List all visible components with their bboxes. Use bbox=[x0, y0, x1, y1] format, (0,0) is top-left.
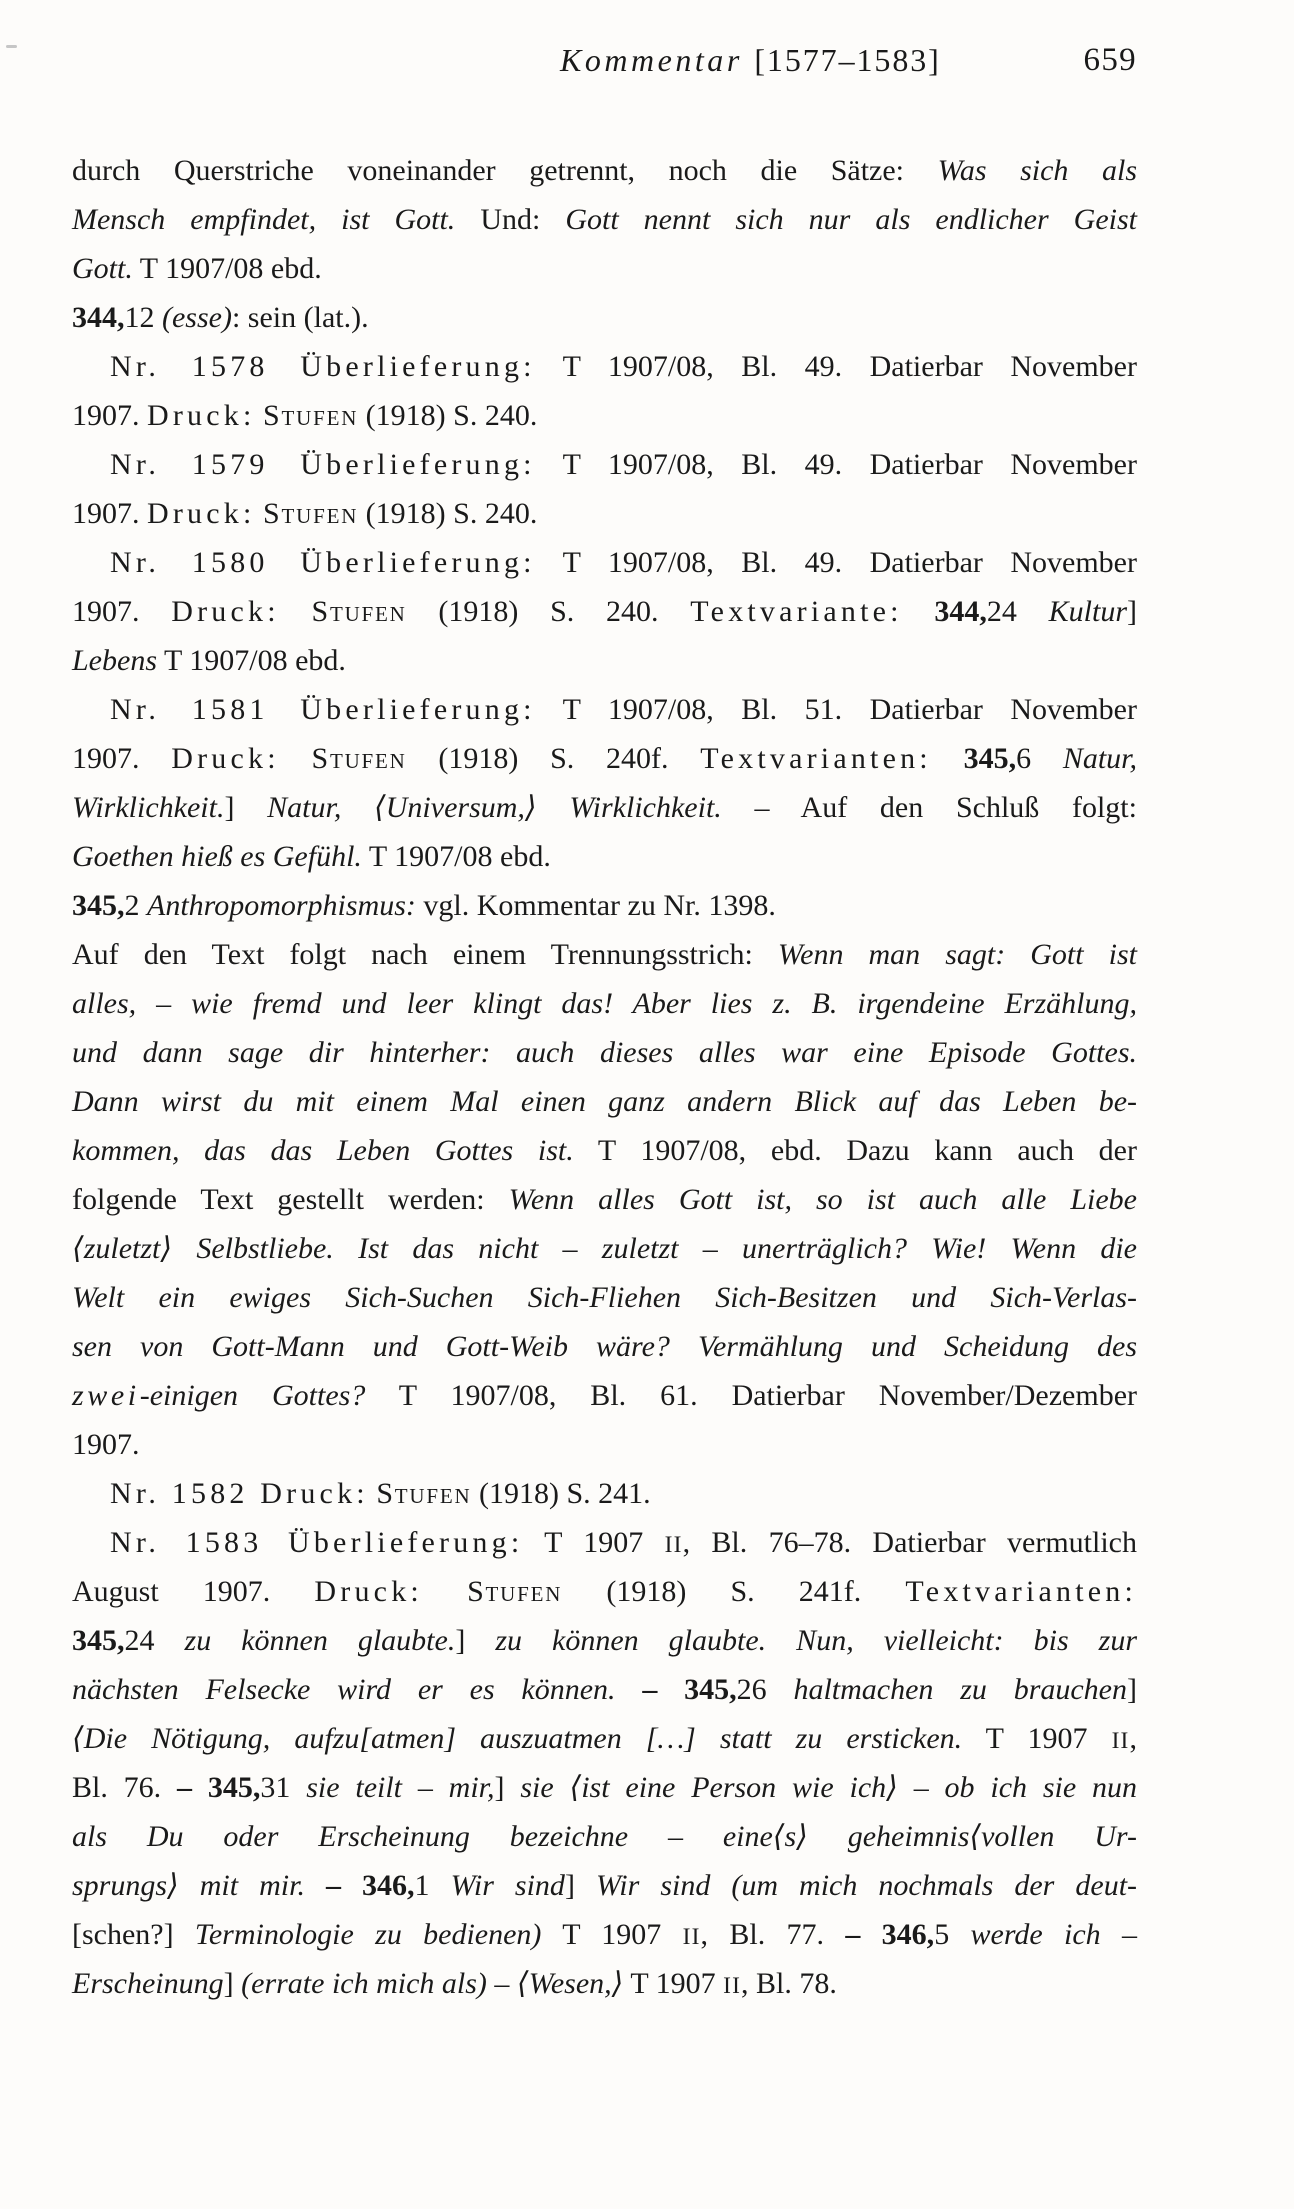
text-run: Erscheinung bbox=[72, 1967, 224, 2000]
text-block bbox=[72, 146, 1137, 2008]
text-run: zu können glaubte. bbox=[184, 1624, 456, 1657]
text-line bbox=[72, 1371, 1137, 1420]
text-run: Textvarianten: bbox=[905, 1575, 1137, 1608]
text-run: 1907. bbox=[72, 399, 147, 432]
text-run: Nr. 1581 Überlieferung: bbox=[110, 693, 536, 726]
text-line bbox=[72, 1763, 1137, 1812]
text-run: 344, bbox=[72, 301, 125, 334]
text-run: Goethen hieß es Gefühl. bbox=[72, 840, 362, 873]
text-run: vgl. Kommentar zu Nr. 1398. bbox=[415, 889, 776, 922]
text-run: (esse) bbox=[162, 301, 232, 334]
text-line bbox=[72, 1714, 1137, 1763]
text-run bbox=[305, 1869, 326, 1902]
text-run: Stufen bbox=[467, 1575, 563, 1608]
text-line bbox=[72, 1616, 1137, 1665]
text-run: ] bbox=[564, 1869, 596, 1902]
text-run: Stufen bbox=[263, 399, 359, 432]
text-run: – 345, bbox=[642, 1673, 737, 1706]
text-run: sie teilt – mir, bbox=[306, 1771, 495, 1804]
text-run: Stufen bbox=[311, 742, 407, 775]
text-run: Stufen bbox=[376, 1477, 472, 1510]
text-run: Was sich als bbox=[937, 154, 1138, 187]
text-run: Wenn alles Gott ist, so ist auch alle Liebe bbox=[508, 1183, 1137, 1216]
text-run: Wir sind bbox=[450, 1869, 565, 1902]
text-run: alles, – wie fremd und leer klingt das! Aber lies z. B. irgendeine Erzählung, bbox=[72, 987, 1137, 1020]
text-run: Terminologie zu bedienen) bbox=[194, 1918, 542, 1951]
text-line bbox=[72, 440, 1137, 489]
text-line bbox=[72, 146, 1137, 195]
text-run: ] bbox=[224, 791, 268, 824]
text-line bbox=[72, 1665, 1137, 1714]
text-run: , Bl. 78. bbox=[741, 1967, 837, 2000]
text-run: 26 bbox=[736, 1673, 794, 1706]
text-run: Textvarianten: bbox=[700, 742, 932, 775]
text-line bbox=[72, 930, 1137, 979]
text-run: (1918) S. 241. bbox=[471, 1477, 651, 1510]
text-run: Nr. 1582 Druck: bbox=[110, 1477, 369, 1510]
text-run: Nr. 1580 Überlieferung: bbox=[110, 546, 536, 579]
text-line bbox=[72, 1420, 1137, 1469]
text-line bbox=[72, 881, 1137, 930]
text-run: Gott. bbox=[72, 252, 133, 285]
text-run: 345, bbox=[72, 1624, 125, 1657]
text-run: – 345, bbox=[177, 1771, 261, 1804]
text-run bbox=[903, 595, 935, 628]
text-run: , Bl. 76–78. Datierbar vermutlich bbox=[682, 1526, 1137, 1559]
text-run: 345, bbox=[963, 742, 1017, 775]
text-run: Kultur bbox=[1048, 595, 1128, 628]
text-run: sprungs⟩ mit mir. bbox=[72, 1869, 305, 1902]
text-line bbox=[72, 244, 1137, 293]
text-run bbox=[616, 1673, 643, 1706]
text-run: ⟨zuletzt⟩ Selbstliebe. Ist das nicht – zuletzt – unerträglich? Wie! Wenn die bbox=[72, 1232, 1137, 1265]
text-run: II bbox=[664, 1532, 683, 1558]
scan-artifact bbox=[6, 45, 17, 48]
text-run: Anthropomorphismus: bbox=[147, 889, 416, 922]
text-run: ⟨Die Nötigung, aufzu[atmen] auszuatmen […] statt zu ersticken. bbox=[72, 1722, 963, 1755]
text-run: Stufen bbox=[263, 497, 359, 530]
text-run: – 346, bbox=[845, 1918, 935, 1951]
text-run: 24 bbox=[124, 1624, 185, 1657]
text-line bbox=[72, 1273, 1137, 1322]
text-run: Wirklichkeit. bbox=[72, 791, 225, 824]
text-run: 344, bbox=[934, 595, 987, 628]
text-line bbox=[72, 489, 1137, 538]
text-line bbox=[72, 1028, 1137, 1077]
text-run: II bbox=[723, 1973, 742, 1999]
text-run: (1918) S. 240. bbox=[406, 595, 691, 628]
running-head bbox=[560, 42, 941, 79]
text-line bbox=[72, 636, 1137, 685]
text-run: – Auf den Schluß folgt: bbox=[721, 791, 1137, 824]
text-line bbox=[72, 1910, 1137, 1959]
text-run: (errate ich mich als) – ⟨Wesen,⟩ bbox=[241, 1967, 624, 2000]
text-run: Welt ein ewiges Sich-Suchen Sich-Fliehen Sich-Besitzen und Sich-Verlas- bbox=[72, 1281, 1137, 1314]
text-run: August 1907. bbox=[72, 1575, 315, 1608]
text-line bbox=[72, 195, 1137, 244]
text-run: ] bbox=[494, 1771, 521, 1804]
text-run: ] bbox=[1127, 1673, 1137, 1706]
text-run: T 1907 bbox=[962, 1722, 1112, 1755]
text-run: ] bbox=[1127, 595, 1138, 628]
text-line bbox=[72, 391, 1137, 440]
text-run: (1918) S. 240. bbox=[358, 497, 538, 530]
text-line bbox=[72, 979, 1137, 1028]
text-line bbox=[72, 342, 1137, 391]
text-run: T 1907/08, Bl. 49. Datierbar November bbox=[535, 448, 1137, 481]
text-run bbox=[256, 497, 264, 530]
text-run: 5 bbox=[934, 1918, 971, 1951]
text-run: zu können glaubte. Nun, vielleicht: bis zur bbox=[495, 1624, 1138, 1657]
text-run: II bbox=[1111, 1728, 1130, 1754]
text-run: Nr. 1578 Überlieferung: bbox=[110, 350, 536, 383]
text-run: ] bbox=[455, 1624, 496, 1657]
text-line bbox=[72, 1861, 1137, 1910]
text-run: 12 bbox=[124, 301, 162, 334]
text-line bbox=[72, 1224, 1137, 1273]
text-run: -einigen Gottes? bbox=[139, 1379, 366, 1412]
text-run: Auf den Text folgt nach einem Trennungsstrich: bbox=[72, 938, 778, 971]
text-run: T 1907/08, Bl. 49. Datierbar November bbox=[535, 546, 1137, 579]
text-run: , Bl. 77. bbox=[700, 1918, 846, 1951]
text-run: T 1907/08, ebd. Dazu kann auch der bbox=[573, 1134, 1137, 1167]
text-run: nächsten Felsecke wird er es können. bbox=[72, 1673, 616, 1706]
text-run: Lebens bbox=[72, 644, 157, 677]
text-run: T 1907/08, Bl. 61. Datierbar November/Dezember bbox=[365, 1379, 1138, 1412]
text-run: zwei bbox=[72, 1379, 140, 1412]
running-head-range: [1577–1583] bbox=[754, 42, 941, 78]
text-run: 1 bbox=[414, 1869, 451, 1902]
text-line bbox=[72, 1469, 1137, 1518]
text-line bbox=[72, 587, 1137, 636]
text-run: – 346, bbox=[326, 1869, 415, 1902]
text-run: Gott nennt sich nur als endlicher Geist bbox=[565, 203, 1138, 236]
text-line bbox=[72, 1959, 1137, 2008]
text-run: (1918) S. 241f. bbox=[562, 1575, 906, 1608]
text-run: folgende Text gestellt werden: bbox=[72, 1183, 509, 1216]
text-run: T 1907/08 ebd. bbox=[132, 252, 322, 285]
text-run: T 1907/08 ebd. bbox=[361, 840, 551, 873]
text-run: 1907. bbox=[72, 742, 172, 775]
text-line bbox=[72, 1322, 1137, 1371]
text-run: sen von Gott-Mann und Gott-Weib wäre? Vermählung und Scheidung des bbox=[72, 1330, 1137, 1363]
text-run bbox=[256, 399, 264, 432]
text-line bbox=[72, 1812, 1137, 1861]
text-line bbox=[72, 832, 1137, 881]
text-run: [schen?] bbox=[72, 1918, 195, 1951]
text-run: (1918) S. 240f. bbox=[406, 742, 701, 775]
text-line bbox=[72, 685, 1137, 734]
text-run bbox=[280, 742, 312, 775]
text-run: Mensch empfindet, ist Gott. bbox=[72, 203, 456, 236]
text-run: Druck: bbox=[147, 497, 256, 530]
text-run: T 1907 bbox=[541, 1918, 683, 1951]
text-run: 1907. bbox=[72, 595, 172, 628]
text-run: 6 bbox=[1016, 742, 1063, 775]
text-run: Druck: bbox=[147, 399, 256, 432]
text-line bbox=[72, 734, 1137, 783]
text-run: Bl. 76. bbox=[72, 1771, 178, 1804]
text-run bbox=[423, 1575, 467, 1608]
text-run: Und: bbox=[455, 203, 566, 236]
text-line bbox=[72, 1567, 1137, 1616]
text-line bbox=[72, 1175, 1137, 1224]
text-run: Wir sind (um mich nochmals der deut- bbox=[595, 1869, 1138, 1902]
text-run: 345, bbox=[72, 889, 125, 922]
text-run: : sein (lat.). bbox=[231, 301, 369, 334]
text-run bbox=[280, 595, 312, 628]
text-run: T 1907/08, Bl. 51. Datierbar November bbox=[535, 693, 1137, 726]
text-run: T 1907/08 ebd. bbox=[157, 644, 346, 677]
text-run: Druck: bbox=[314, 1575, 423, 1608]
text-run bbox=[932, 742, 964, 775]
text-run: Druck: bbox=[171, 742, 280, 775]
page-number: 659 bbox=[1083, 42, 1137, 78]
text-line bbox=[72, 293, 1137, 342]
text-run: 1907. bbox=[72, 1428, 140, 1461]
text-run: Dann wirst du mit einem Mal einen ganz andern Blick auf das Leben be- bbox=[72, 1085, 1137, 1118]
text-line bbox=[72, 783, 1137, 832]
text-run: als Du oder Erscheinung bezeichne – eine⟨s⟩ geheimnis⟨vollen Ur- bbox=[72, 1820, 1137, 1853]
text-run: (1918) S. 240. bbox=[358, 399, 538, 432]
text-run: Natur, ⟨Universum,⟩ Wirklichkeit. bbox=[267, 791, 722, 824]
text-run: T 1907 bbox=[523, 1526, 665, 1559]
text-run: durch Querstriche voneinander getrennt, noch die Sätze: bbox=[72, 154, 938, 187]
text-run: werde ich – bbox=[970, 1918, 1138, 1951]
text-run: Nr. 1583 Überlieferung: bbox=[110, 1526, 524, 1559]
text-run: sie ⟨ist eine Person wie ich⟩ – ob ich sie nun bbox=[520, 1771, 1137, 1804]
text-line bbox=[72, 1126, 1137, 1175]
text-run: T 1907/08, Bl. 49. Datierbar November bbox=[535, 350, 1137, 383]
text-run: haltmachen zu brauchen bbox=[793, 1673, 1127, 1706]
text-run: Natur, bbox=[1062, 742, 1138, 775]
text-run: Textvariante: bbox=[690, 595, 903, 628]
text-run: kommen, das das Leben Gottes ist. bbox=[72, 1134, 574, 1167]
text-run: Druck: bbox=[171, 595, 280, 628]
text-line bbox=[72, 538, 1137, 587]
text-run: T 1907 bbox=[623, 1967, 724, 2000]
text-run: 24 bbox=[986, 595, 1049, 628]
text-run: 31 bbox=[260, 1771, 307, 1804]
text-run: , bbox=[1129, 1722, 1137, 1755]
text-run: Nr. 1579 Überlieferung: bbox=[110, 448, 536, 481]
text-run: Stufen bbox=[311, 595, 407, 628]
running-head-title: Kommentar bbox=[560, 42, 743, 78]
text-run: 1907. bbox=[72, 497, 147, 530]
text-run: II bbox=[682, 1924, 701, 1950]
text-run: und dann sage dir hinterher: auch dieses alles war eine Episode Gottes. bbox=[72, 1036, 1137, 1069]
text-run: Wenn man sagt: Gott ist bbox=[777, 938, 1137, 971]
text-line bbox=[72, 1518, 1137, 1567]
text-run: ] bbox=[223, 1967, 242, 2000]
text-run: 2 bbox=[124, 889, 147, 922]
text-line bbox=[72, 1077, 1137, 1126]
